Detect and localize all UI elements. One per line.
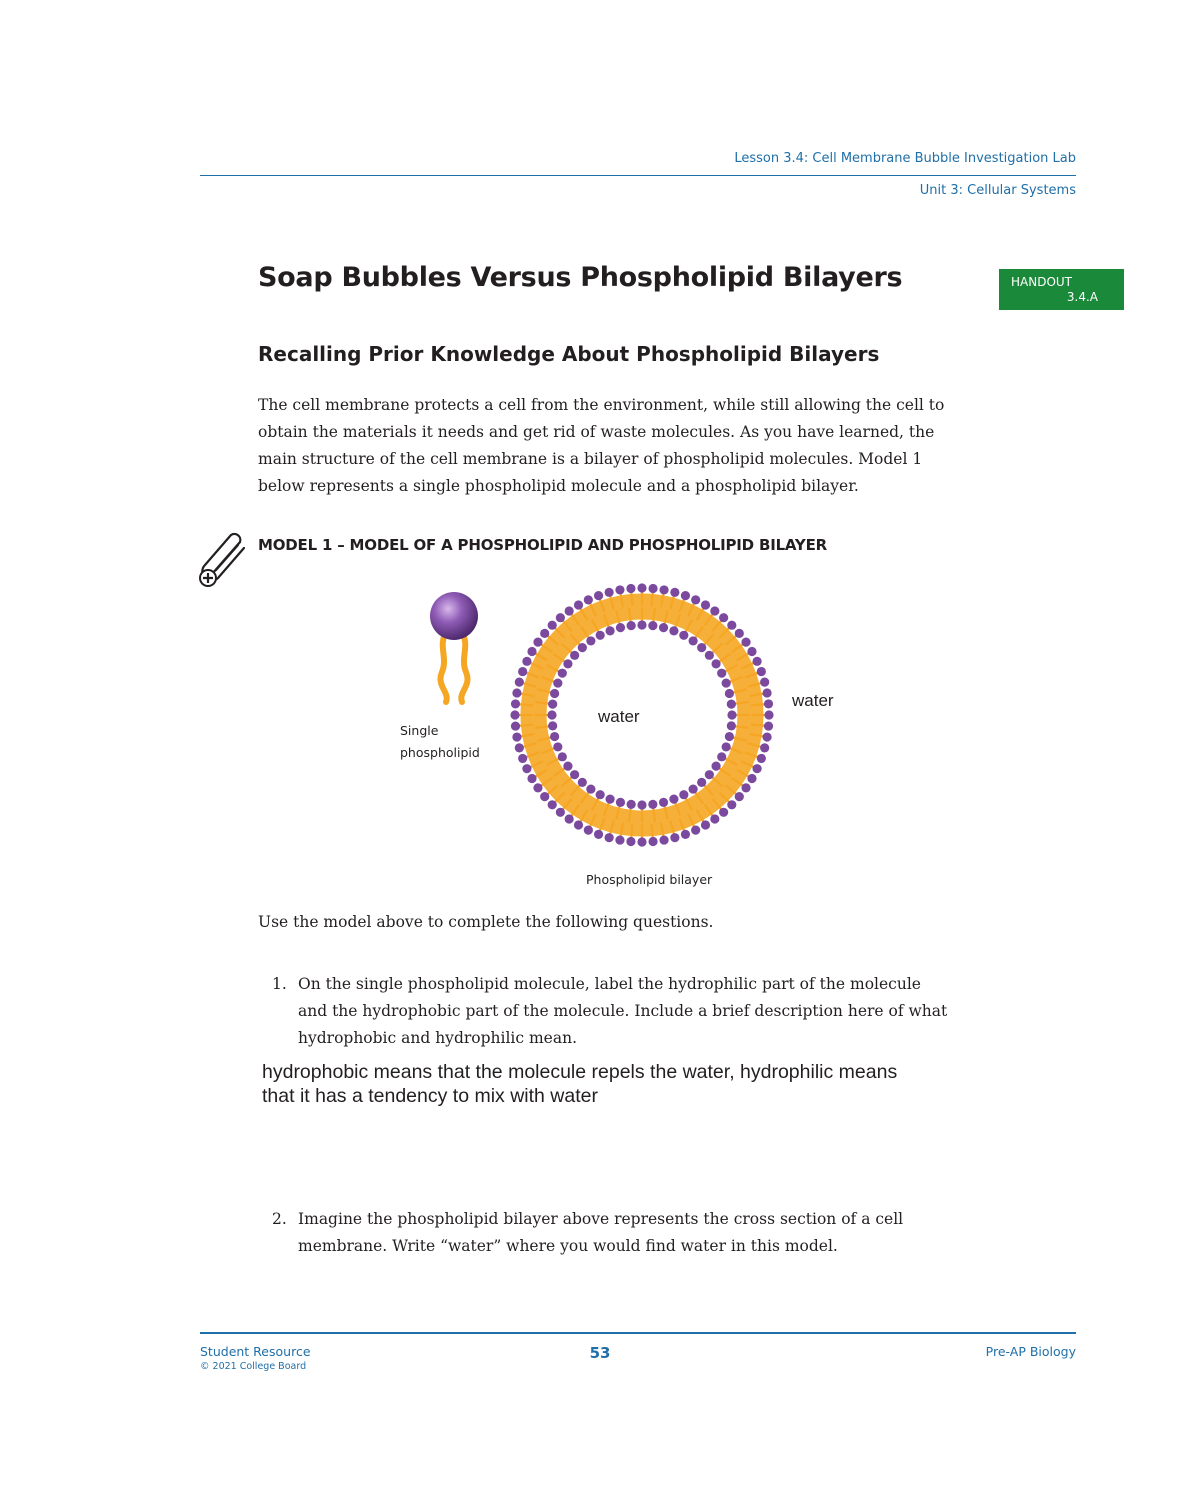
inner-head xyxy=(627,800,636,809)
inner-head xyxy=(605,626,614,635)
inner-head xyxy=(711,762,720,771)
outer-head xyxy=(710,606,719,615)
outer-head xyxy=(548,621,557,630)
inner-head xyxy=(669,626,678,635)
outer-head xyxy=(626,584,635,593)
outer-head xyxy=(753,764,762,773)
outer-head xyxy=(741,638,750,647)
inner-head xyxy=(727,721,736,730)
inner-head xyxy=(548,700,557,709)
question-number: 1. xyxy=(272,975,287,993)
inner-head xyxy=(679,631,688,640)
outer-head xyxy=(556,808,565,817)
single-phospholipid-label: Single xyxy=(400,723,439,738)
water-inside-label: water xyxy=(598,707,640,726)
outer-head xyxy=(648,837,657,846)
intro-line: main structure of the cell membrane is a bilayer of phospholipid molecules. Model 1 xyxy=(258,450,923,468)
outer-head xyxy=(691,826,700,835)
inner-head xyxy=(697,778,706,787)
outer-head xyxy=(518,667,527,676)
diagram-svg xyxy=(380,580,860,900)
inner-head xyxy=(637,800,646,809)
outer-head xyxy=(659,585,668,594)
outer-head xyxy=(584,826,593,835)
inner-head xyxy=(605,795,614,804)
outer-head xyxy=(556,613,565,622)
outer-head xyxy=(605,833,614,842)
outer-head xyxy=(691,595,700,604)
question-text xyxy=(298,971,947,1052)
unit-header: Unit 3: Cellular Systems xyxy=(919,183,1076,198)
outer-head xyxy=(757,754,766,763)
outer-head xyxy=(615,835,624,844)
handout-badge-label: HANDOUT xyxy=(1011,275,1073,289)
lesson-header: Lesson 3.4: Cell Membrane Bubble Investigation Lab xyxy=(734,151,1076,166)
inner-head xyxy=(558,752,567,761)
answer-line: hydrophobic means that the molecule repels the water, hydrophilic means xyxy=(262,1061,898,1083)
inner-head xyxy=(570,651,579,660)
inner-head xyxy=(586,636,595,645)
outer-head xyxy=(594,591,603,600)
inner-head xyxy=(711,659,720,668)
outer-tail xyxy=(751,704,764,705)
outer-head xyxy=(527,647,536,656)
footer-divider xyxy=(200,1332,1076,1334)
inner-head xyxy=(689,636,698,645)
outer-head xyxy=(512,688,521,697)
outer-head xyxy=(670,588,679,597)
inner-head xyxy=(705,651,714,660)
inner-head xyxy=(697,643,706,652)
outer-head xyxy=(515,743,524,752)
bilayer-label: Phospholipid bilayer xyxy=(586,872,713,887)
outer-tail xyxy=(631,824,632,837)
outer-head xyxy=(659,835,668,844)
outer-head xyxy=(637,583,646,592)
inner-head xyxy=(689,784,698,793)
outer-head xyxy=(533,783,542,792)
inner-head xyxy=(717,752,726,761)
paperclip-plus-icon xyxy=(196,530,252,590)
outer-tail xyxy=(519,725,532,726)
question-2 xyxy=(272,1206,952,1260)
inner-head xyxy=(679,790,688,799)
outer-head xyxy=(515,678,524,687)
outer-head xyxy=(548,800,557,809)
outer-head xyxy=(637,837,646,846)
question-text xyxy=(298,1206,903,1260)
question-line: On the single phospholipid molecule, label the hydrophilic part of the molecule xyxy=(298,975,921,993)
inner-head xyxy=(648,800,657,809)
outer-head xyxy=(626,837,635,846)
inner-head xyxy=(637,620,646,629)
outer-head xyxy=(741,783,750,792)
outer-head xyxy=(533,638,542,647)
outer-head xyxy=(565,606,574,615)
outer-tail xyxy=(652,824,653,837)
inner-head xyxy=(596,790,605,799)
outer-head xyxy=(522,657,531,666)
outer-head xyxy=(511,699,520,708)
inner-head xyxy=(563,659,572,668)
footer-copyright: © 2021 College Board xyxy=(200,1361,307,1372)
outer-tail xyxy=(751,725,764,726)
answer-line: that it has a tendency to mix with water xyxy=(262,1085,598,1107)
inner-head xyxy=(627,621,636,630)
outer-head xyxy=(540,792,549,801)
inner-head xyxy=(548,721,557,730)
question-line: and the hydrophobic part of the molecule. Include a brief description here of what xyxy=(298,1002,948,1020)
answer-text[interactable] xyxy=(262,1060,897,1108)
page-number: 53 xyxy=(589,1344,611,1362)
inner-head xyxy=(659,623,668,632)
outer-head xyxy=(762,732,771,741)
single-phospholipid xyxy=(430,592,478,702)
outer-head xyxy=(648,584,657,593)
phospholipid-bilayer xyxy=(510,583,773,846)
outer-head xyxy=(727,621,736,630)
footer-student-resource: Student Resource xyxy=(200,1344,311,1359)
inner-head xyxy=(578,778,587,787)
page-title: Soap Bubbles Versus Phospholipid Bilayers xyxy=(258,262,903,293)
phospholipid-diagram xyxy=(380,580,860,900)
outer-tail xyxy=(652,592,653,605)
outer-head xyxy=(594,830,603,839)
inner-head xyxy=(570,770,579,779)
outer-head xyxy=(762,688,771,697)
outer-tail xyxy=(631,592,632,605)
outer-head xyxy=(565,814,574,823)
intro-line: below represents a single phospholipid molecule and a phospholipid bilayer. xyxy=(258,477,859,495)
outer-head xyxy=(764,721,773,730)
question-line: Imagine the phospholipid bilayer above represents the cross section of a cell xyxy=(298,1210,904,1228)
inner-head xyxy=(725,732,734,741)
outer-head xyxy=(753,657,762,666)
outer-head xyxy=(735,629,744,638)
outer-head xyxy=(747,774,756,783)
handout-badge-number: 3.4.A xyxy=(1066,290,1098,304)
outer-head xyxy=(681,591,690,600)
outer-head xyxy=(719,613,728,622)
inner-head xyxy=(553,742,562,751)
inner-head xyxy=(563,762,572,771)
inner-head xyxy=(586,784,595,793)
inner-head xyxy=(553,678,562,687)
inner-head xyxy=(717,669,726,678)
outer-head xyxy=(527,774,536,783)
outer-head xyxy=(701,820,710,829)
outer-head xyxy=(584,595,593,604)
outer-head xyxy=(670,833,679,842)
question-1 xyxy=(272,971,952,1052)
header-divider xyxy=(200,175,1076,176)
inner-head xyxy=(547,710,556,719)
outer-head xyxy=(605,588,614,597)
intro-paragraph xyxy=(258,392,948,500)
question-line: hydrophobic and hydrophilic mean. xyxy=(298,1029,578,1047)
tail-band xyxy=(534,607,751,824)
inner-head xyxy=(727,700,736,709)
inner-head xyxy=(727,710,736,719)
outer-head xyxy=(522,764,531,773)
question-number: 2. xyxy=(272,1210,287,1228)
inner-head xyxy=(578,643,587,652)
outer-head xyxy=(518,754,527,763)
outer-head xyxy=(760,743,769,752)
intro-line: The cell membrane protects a cell from the environment, while still allowing the cell to xyxy=(258,396,945,414)
question-line: membrane. Write “water” where you would find water in this model. xyxy=(298,1237,838,1255)
phospholipid-head xyxy=(430,592,478,640)
inner-head xyxy=(596,631,605,640)
outer-head xyxy=(764,710,773,719)
outer-head xyxy=(764,699,773,708)
outer-head xyxy=(615,585,624,594)
model-heading: MODEL 1 – MODEL OF A PHOSPHOLIPID AND PHOSPHOLIPID BILAYER xyxy=(258,536,827,554)
inner-head xyxy=(722,742,731,751)
outer-head xyxy=(574,600,583,609)
inner-head xyxy=(669,795,678,804)
single-phospholipid-label-2: phospholipid xyxy=(400,745,480,760)
outer-head xyxy=(540,629,549,638)
outer-head xyxy=(760,678,769,687)
inner-head xyxy=(558,669,567,678)
handout-badge xyxy=(999,269,1124,310)
outer-head xyxy=(510,710,519,719)
inner-head xyxy=(705,770,714,779)
inner-head xyxy=(550,689,559,698)
outer-head xyxy=(512,732,521,741)
outer-head xyxy=(735,792,744,801)
outer-head xyxy=(710,814,719,823)
intro-line: obtain the materials it needs and get rid of waste molecules. As you have learned, the xyxy=(258,423,935,441)
inner-head xyxy=(659,798,668,807)
outer-head xyxy=(701,600,710,609)
outer-head xyxy=(757,667,766,676)
inner-head xyxy=(648,621,657,630)
outer-tail xyxy=(519,704,532,705)
footer-course: Pre-AP Biology xyxy=(985,1344,1076,1359)
section-subtitle: Recalling Prior Knowledge About Phospholipid Bilayers xyxy=(258,342,880,366)
inner-head xyxy=(722,678,731,687)
outer-head xyxy=(574,820,583,829)
inner-head xyxy=(550,732,559,741)
instruction: Use the model above to complete the following questions. xyxy=(258,913,714,931)
outer-head xyxy=(511,721,520,730)
outer-head xyxy=(747,647,756,656)
outer-head xyxy=(719,808,728,817)
outer-head xyxy=(727,800,736,809)
outer-head xyxy=(681,830,690,839)
water-outside-label: water xyxy=(792,691,834,710)
inner-head xyxy=(616,798,625,807)
inner-head xyxy=(616,623,625,632)
inner-head xyxy=(725,689,734,698)
